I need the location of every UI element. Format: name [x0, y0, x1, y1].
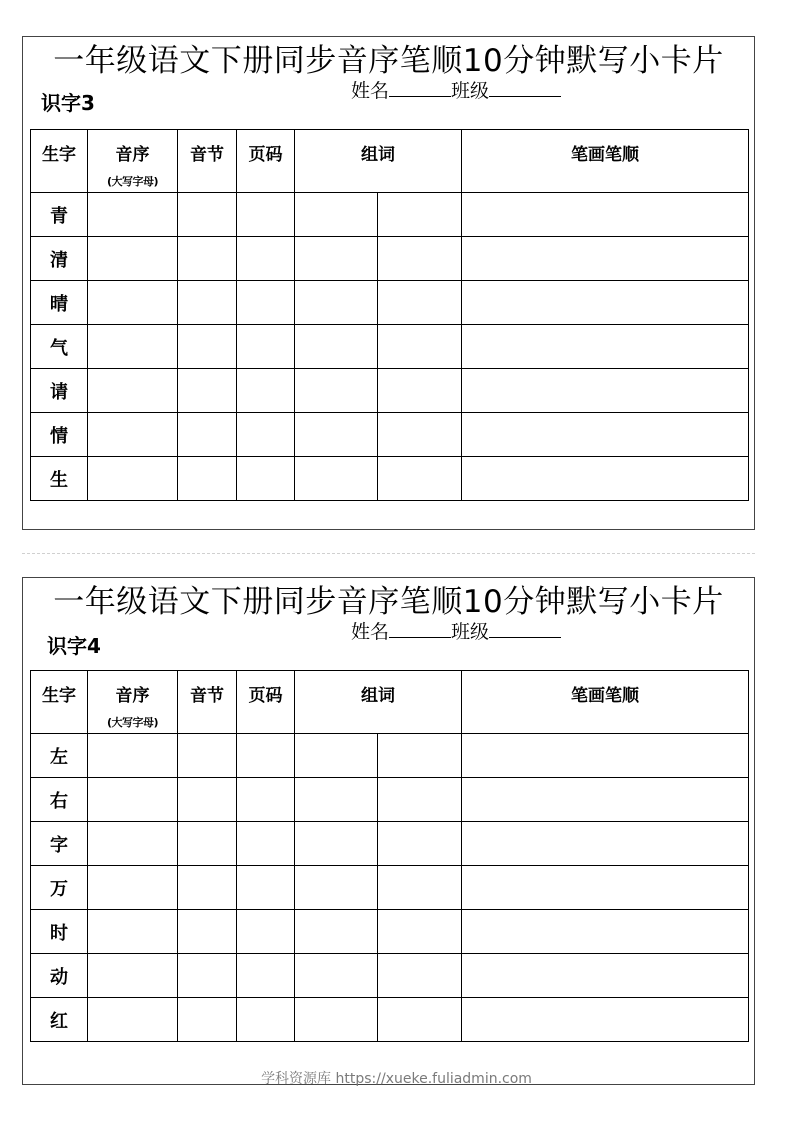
- word-cell-1[interactable]: [295, 281, 378, 325]
- table-row: [31, 954, 749, 998]
- card-divider: [22, 553, 755, 554]
- yinjie-cell[interactable]: [178, 369, 237, 413]
- yinxu-cell[interactable]: [88, 193, 178, 237]
- char-cell: 气: [31, 325, 88, 369]
- page-cell[interactable]: [237, 237, 295, 281]
- table-row: [31, 237, 749, 281]
- word-cell-1[interactable]: [295, 998, 378, 1042]
- word-cell-1[interactable]: [295, 193, 378, 237]
- yinjie-cell[interactable]: [178, 237, 237, 281]
- char-cell: 情: [31, 413, 88, 457]
- header-char: 生字: [31, 130, 88, 193]
- stroke-cell[interactable]: [462, 281, 749, 325]
- word-cell-1[interactable]: [295, 866, 378, 910]
- char-cell: 万: [31, 866, 88, 910]
- char-cell: 清: [31, 237, 88, 281]
- yinxu-cell[interactable]: [88, 734, 178, 778]
- name-blank: [389, 619, 451, 638]
- yinxu-cell[interactable]: [88, 998, 178, 1042]
- char-cell: 左: [31, 734, 88, 778]
- stroke-cell[interactable]: [462, 778, 749, 822]
- char-cell: 动: [31, 954, 88, 998]
- yinjie-cell[interactable]: [178, 866, 237, 910]
- yinjie-cell[interactable]: [178, 193, 237, 237]
- stroke-cell[interactable]: [462, 457, 749, 501]
- lesson-title: 识字4: [47, 634, 101, 658]
- table-row: [31, 734, 749, 778]
- page-cell[interactable]: [237, 954, 295, 998]
- page-cell[interactable]: [237, 281, 295, 325]
- word-cell-2[interactable]: [378, 998, 462, 1042]
- yinjie-cell[interactable]: [178, 822, 237, 866]
- header-yinxu-note: (大写字母): [106, 716, 159, 729]
- word-cell-2[interactable]: [378, 778, 462, 822]
- header-page: 页码: [237, 671, 295, 734]
- lesson-title: 识字3: [41, 91, 95, 115]
- table-row: [31, 866, 749, 910]
- page-cell[interactable]: [237, 193, 295, 237]
- dictation-card-1: [22, 36, 755, 530]
- header-yinxu-label: 音序: [115, 145, 150, 165]
- class-label: 班级: [451, 80, 490, 102]
- word-cell-1[interactable]: [295, 237, 378, 281]
- yinxu-cell[interactable]: [88, 866, 178, 910]
- header-yinjie: 音节: [178, 130, 237, 193]
- page-cell[interactable]: [237, 734, 295, 778]
- word-cell-1[interactable]: [295, 822, 378, 866]
- word-cell-1[interactable]: [295, 954, 378, 998]
- char-cell: 请: [31, 369, 88, 413]
- header-words: 组词: [295, 671, 462, 734]
- yinjie-cell[interactable]: [178, 998, 237, 1042]
- table-row: [31, 778, 749, 822]
- header-yinxu: [88, 130, 178, 193]
- page-cell[interactable]: [237, 369, 295, 413]
- card-title: 一年级语文下册同步音序笔顺10分钟默写小卡片: [53, 43, 724, 79]
- yinjie-cell[interactable]: [178, 413, 237, 457]
- yinxu-cell[interactable]: [88, 910, 178, 954]
- word-cell-2[interactable]: [378, 281, 462, 325]
- word-cell-1[interactable]: [295, 734, 378, 778]
- yinxu-cell[interactable]: [88, 281, 178, 325]
- yinxu-cell[interactable]: [88, 369, 178, 413]
- yinxu-cell[interactable]: [88, 457, 178, 501]
- table-row: [31, 369, 749, 413]
- name-class-line: [351, 619, 561, 644]
- word-cell-2[interactable]: [378, 734, 462, 778]
- stroke-cell[interactable]: [462, 193, 749, 237]
- name-blank: [389, 78, 451, 97]
- page-cell[interactable]: [237, 822, 295, 866]
- footer-source: 学科资源库 https://xueke.fuliadmin.com: [261, 1071, 532, 1087]
- name-label: 姓名: [351, 80, 390, 102]
- stroke-cell[interactable]: [462, 237, 749, 281]
- word-cell-2[interactable]: [378, 237, 462, 281]
- char-cell: 时: [31, 910, 88, 954]
- char-cell: 字: [31, 822, 88, 866]
- word-cell-1[interactable]: [295, 910, 378, 954]
- yinxu-cell[interactable]: [88, 954, 178, 998]
- word-cell-1[interactable]: [295, 369, 378, 413]
- word-cell-2[interactable]: [378, 822, 462, 866]
- word-cell-2[interactable]: [378, 954, 462, 998]
- yinxu-cell[interactable]: [88, 822, 178, 866]
- header-words: 组词: [295, 130, 462, 193]
- yinxu-cell[interactable]: [88, 325, 178, 369]
- char-cell: 生: [31, 457, 88, 501]
- header-char: 生字: [31, 671, 88, 734]
- yinjie-cell[interactable]: [178, 734, 237, 778]
- char-cell: 红: [31, 998, 88, 1042]
- stroke-cell[interactable]: [462, 910, 749, 954]
- table-row: [31, 822, 749, 866]
- page-cell[interactable]: [237, 998, 295, 1042]
- stroke-cell[interactable]: [462, 866, 749, 910]
- name-class-line: [351, 78, 561, 103]
- char-cell: 青: [31, 193, 88, 237]
- page-cell[interactable]: [237, 778, 295, 822]
- word-cell-2[interactable]: [378, 457, 462, 501]
- yinxu-cell[interactable]: [88, 237, 178, 281]
- yinjie-cell[interactable]: [178, 954, 237, 998]
- table-row: [31, 413, 749, 457]
- header-row: [31, 671, 749, 734]
- class-blank: [489, 619, 561, 638]
- table-row: [31, 998, 749, 1042]
- header-stroke: 笔画笔顺: [462, 671, 749, 734]
- table-row: [31, 457, 749, 501]
- page-cell[interactable]: [237, 325, 295, 369]
- stroke-cell[interactable]: [462, 369, 749, 413]
- header-row: [31, 130, 749, 193]
- word-cell-2[interactable]: [378, 866, 462, 910]
- dictation-table: [30, 129, 749, 501]
- yinjie-cell[interactable]: [178, 325, 237, 369]
- card-title: 一年级语文下册同步音序笔顺10分钟默写小卡片: [53, 584, 724, 620]
- yinxu-cell[interactable]: [88, 778, 178, 822]
- header-yinxu-note: (大写字母): [106, 175, 159, 188]
- stroke-cell[interactable]: [462, 954, 749, 998]
- name-label: 姓名: [351, 621, 390, 643]
- yinjie-cell[interactable]: [178, 457, 237, 501]
- page-cell[interactable]: [237, 457, 295, 501]
- yinjie-cell[interactable]: [178, 778, 237, 822]
- table-row: [31, 193, 749, 237]
- stroke-cell[interactable]: [462, 734, 749, 778]
- class-blank: [489, 78, 561, 97]
- word-cell-1[interactable]: [295, 457, 378, 501]
- word-cell-2[interactable]: [378, 325, 462, 369]
- yinxu-cell[interactable]: [88, 413, 178, 457]
- char-cell: 晴: [31, 281, 88, 325]
- word-cell-2[interactable]: [378, 910, 462, 954]
- class-label: 班级: [451, 621, 490, 643]
- word-cell-2[interactable]: [378, 193, 462, 237]
- dictation-card-2: [22, 577, 755, 1085]
- page-cell[interactable]: [237, 413, 295, 457]
- stroke-cell[interactable]: [462, 998, 749, 1042]
- word-cell-1[interactable]: [295, 413, 378, 457]
- page-cell[interactable]: [237, 866, 295, 910]
- header-yinxu-label: 音序: [115, 686, 150, 706]
- page-cell[interactable]: [237, 910, 295, 954]
- yinjie-cell[interactable]: [178, 910, 237, 954]
- word-cell-2[interactable]: [378, 413, 462, 457]
- stroke-cell[interactable]: [462, 325, 749, 369]
- header-yinjie: 音节: [178, 671, 237, 734]
- header-yinxu: [88, 671, 178, 734]
- dictation-table: [30, 670, 749, 1042]
- stroke-cell[interactable]: [462, 822, 749, 866]
- header-stroke: 笔画笔顺: [462, 130, 749, 193]
- table-row: [31, 281, 749, 325]
- header-page: 页码: [237, 130, 295, 193]
- char-cell: 右: [31, 778, 88, 822]
- yinjie-cell[interactable]: [178, 281, 237, 325]
- word-cell-1[interactable]: [295, 325, 378, 369]
- word-cell-1[interactable]: [295, 778, 378, 822]
- table-row: [31, 910, 749, 954]
- word-cell-2[interactable]: [378, 369, 462, 413]
- table-row: [31, 325, 749, 369]
- stroke-cell[interactable]: [462, 413, 749, 457]
